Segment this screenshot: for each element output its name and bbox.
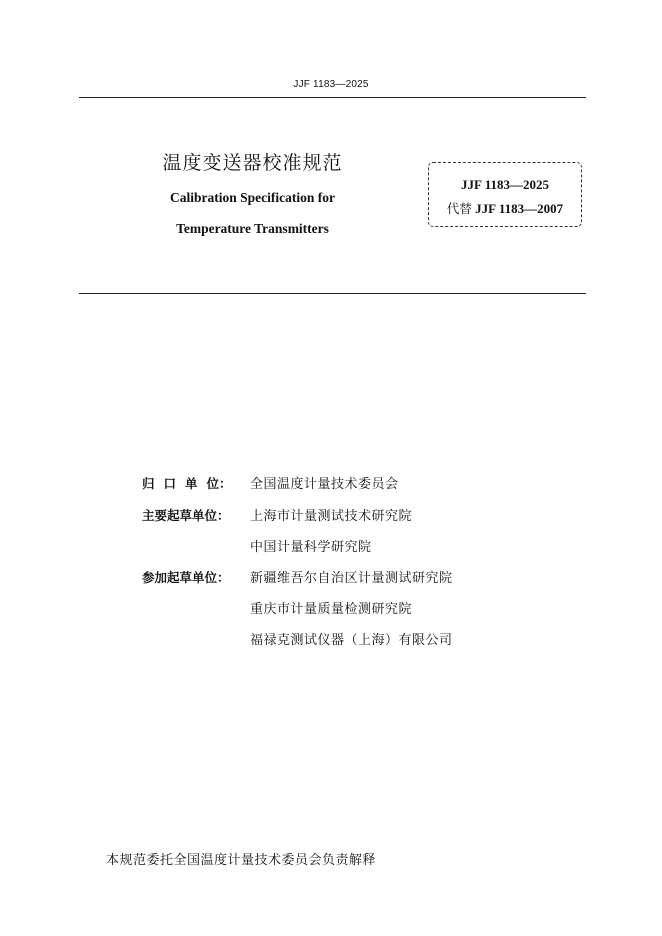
main-drafting-label: 主要起草单位：: [142, 508, 230, 523]
participating-row-2: [142, 598, 412, 618]
main-drafting-unit: 上海市计量测试技术研究院: [250, 509, 413, 524]
main-drafting-unit: 中国计量科学研究院: [250, 540, 372, 555]
standard-code-box: [428, 162, 582, 227]
header-standard-code: JJF 1183—2025: [293, 79, 369, 90]
bottom-divider: [79, 293, 586, 294]
participating-row-1: [142, 567, 453, 587]
main-drafting-row-1: [142, 505, 412, 525]
title-chinese: 温度变送器校准规范: [162, 152, 343, 174]
responsible-unit-label: 归口单位：: [142, 476, 232, 491]
responsible-unit-value: 全国温度计量技术委员会: [250, 477, 399, 492]
interpretation-note: 本规范委托全国温度计量技术委员会负责解释: [106, 853, 377, 868]
title-english-line2: Temperature Transmitters: [176, 221, 329, 236]
title-english-line1: Calibration Specification for: [170, 190, 335, 205]
participating-unit: 重庆市计量质量检测研究院: [250, 602, 413, 617]
replaced-standard-code: JJF 1183—2007: [475, 201, 564, 216]
participating-unit: 福禄克测试仪器（上海）有限公司: [250, 633, 453, 648]
participating-row-3: [142, 629, 453, 649]
replace-label: 代替: [446, 201, 472, 216]
participating-unit: 新疆维吾尔自治区计量测试研究院: [250, 571, 453, 586]
top-divider: [79, 97, 586, 98]
current-standard-code: JJF 1183—2025: [461, 177, 549, 192]
replaced-standard-line: [429, 199, 581, 217]
participating-label: 参加起草单位：: [142, 570, 230, 585]
responsible-unit-row: [142, 473, 399, 493]
main-drafting-row-2: [142, 536, 372, 556]
